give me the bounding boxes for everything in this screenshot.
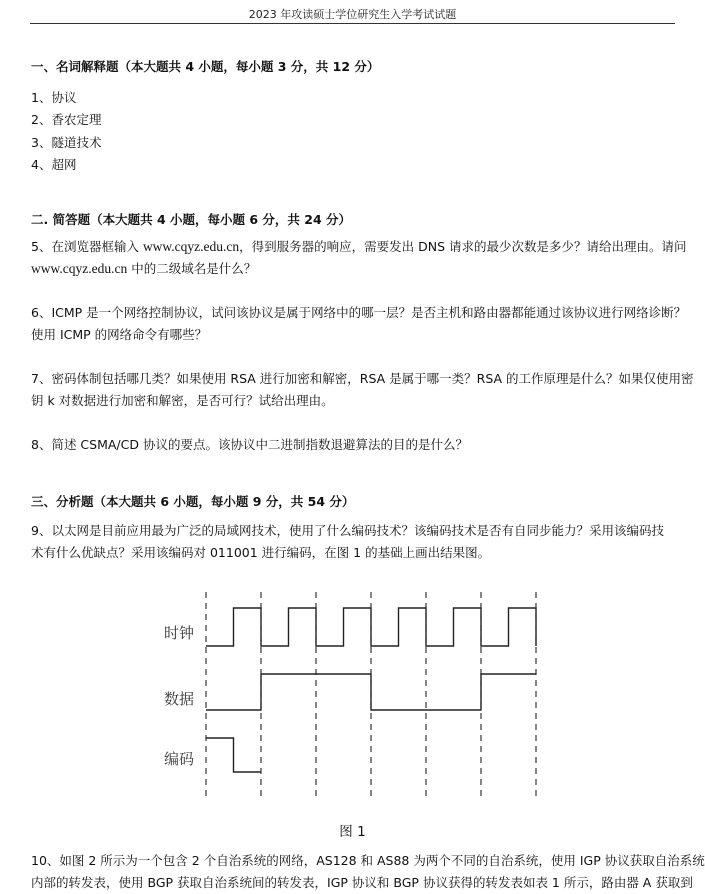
question-5-line-1 <box>31 236 687 258</box>
clock-waveform <box>206 608 536 646</box>
question-5-text-c: 中的二级域名是什么？ <box>127 261 257 276</box>
term-item-1: 1、协议 <box>31 90 77 105</box>
question-6-line-2: 使用 ICMP 的网络命令有哪些？ <box>31 327 208 342</box>
figure-1-timing-diagram <box>150 582 550 807</box>
question-5-text-b: ，得到服务器的响应，需要发出 DNS 请求的最少次数是多少？请给出理由。请问 <box>239 239 687 254</box>
question-9-line-2: 术有什么优缺点？采用该编码对 011001 进行编码，在图 1 的基础上画出结果图。 <box>31 545 491 560</box>
section-1-title: 一、名词解释题（本大题共 4 小题，每小题 3 分，共 12 分） <box>31 59 380 74</box>
page-header: 2023 年攻读硕士学位研究生入学考试试题 <box>248 8 457 21</box>
question-9-line-1: 9、以太网是目前应用最为广泛的局域网技术，使用了什么编码技术？该编码技术是否有自同步能力？采用该编码技 <box>31 523 664 538</box>
term-item-2: 2、香农定理 <box>31 112 102 127</box>
question-5-line-2 <box>31 258 679 280</box>
question-7-line-1: 7、密码体制包括哪几类？如果使用 RSA 进行加密和解密，RSA 是属于哪一类？RSA 的工作原理是什么？如果仅使用密 <box>31 371 694 386</box>
question-5-url: www.cqyz.edu.cn <box>142 239 240 254</box>
question-8-line-1: 8、简述 CSMA/CD 协议的要点。该协议中二进制指数退避算法的目的是什么？ <box>31 437 468 452</box>
question-5-text-a: 5、在浏览器框输入 <box>31 239 143 254</box>
question-5-url-2: www.cqyz.edu.cn <box>31 261 128 276</box>
data-label: 数据 <box>164 692 195 708</box>
term-item-4: 4、超网 <box>31 157 77 172</box>
question-10-line-1: 10、如图 2 所示为一个包含 2 个自治系统的网络，AS128 和 AS88 为两个不同的自治系统，使用 IGP 协议获取自治系统 <box>31 853 705 868</box>
question-8 <box>31 434 679 456</box>
section-2-title: 二. 简答题（本大题共 4 小题，每小题 6 分，共 24 分） <box>31 212 352 227</box>
question-10 <box>31 850 705 894</box>
header-divider <box>30 23 675 24</box>
clock-label: 时钟 <box>164 626 195 642</box>
question-5 <box>31 236 687 280</box>
question-6 <box>31 302 687 346</box>
question-6-line-1: 6、ICMP 是一个网络控制协议，试问该协议是属于网络中的哪一层？是否主机和路由器都能通过该协议进行网络诊断？ <box>31 305 687 320</box>
section-3-title: 三、分析题（本大题共 6 小题，每小题 9 分，共 54 分） <box>31 494 355 509</box>
question-7 <box>31 368 694 412</box>
encoding-waveform <box>206 738 261 772</box>
data-waveform <box>206 674 536 710</box>
term-item-3: 3、隧道技术 <box>31 135 102 150</box>
question-7-line-2: 钥 k 对数据进行加密和解密，是否可行？试给出理由。 <box>31 393 334 408</box>
encoding-label: 编码 <box>164 752 195 768</box>
figure-1-caption: 图 1 <box>339 824 366 840</box>
question-10-line-2: 内部的转发表，使用 BGP 获取自治系统间的转发表，IGP 协议和 BGP 协议获得的转发表如表 1 所示，路由器 A 获取到 <box>31 875 693 890</box>
question-9 <box>31 520 679 564</box>
